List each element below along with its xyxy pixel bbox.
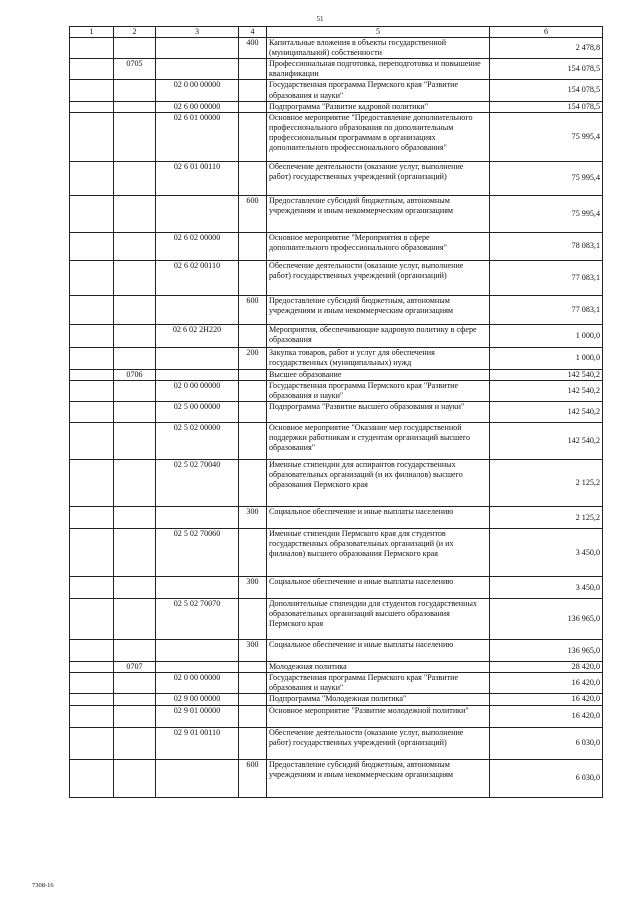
cell-target-article <box>156 195 239 232</box>
cell-col1 <box>70 38 114 59</box>
cell-section-code <box>114 195 156 232</box>
cell-section-code <box>114 347 156 369</box>
cell-amount: 3 450,0 <box>490 577 603 599</box>
cell-amount: 75 995,4 <box>490 112 603 161</box>
cell-name: Мероприятия, обеспечивающие кадровую политику в сфере образования <box>267 324 490 347</box>
cell-section-code <box>114 599 156 640</box>
table-row <box>70 260 603 295</box>
cell-name: Основное мероприятие "Мероприятия в сфере дополнительного профессионального образования" <box>267 232 490 260</box>
cell-name: Обеспечение деятельности (оказание услуг, выполнение работ) государственных учреждений (организаций) <box>267 161 490 195</box>
cell-expense-type <box>239 161 267 195</box>
cell-target-article <box>156 640 239 662</box>
cell-col1 <box>70 759 114 797</box>
cell-name: Социальное обеспечение и иные выплаты населению <box>267 507 490 529</box>
cell-target-article: 02 6 01 00000 <box>156 112 239 161</box>
cell-name: Именные стипендии для аспирантов государственных образовательных организаций (и их филиалов) высшего образования Пермского края <box>267 460 490 507</box>
cell-target-article <box>156 507 239 529</box>
cell-target-article: 02 9 01 00000 <box>156 705 239 727</box>
cell-expense-type: 600 <box>239 759 267 797</box>
table-row <box>70 705 603 727</box>
cell-target-article <box>156 662 239 673</box>
cell-target-article <box>156 347 239 369</box>
cell-name: Социальное обеспечение и иные выплаты населению <box>267 577 490 599</box>
col-header-3: 3 <box>156 27 239 38</box>
cell-section-code <box>114 380 156 401</box>
cell-col1 <box>70 694 114 705</box>
cell-col1 <box>70 101 114 112</box>
cell-amount: 154 078,5 <box>490 80 603 101</box>
cell-target-article: 02 6 00 00000 <box>156 101 239 112</box>
cell-expense-type: 600 <box>239 295 267 324</box>
cell-expense-type <box>239 112 267 161</box>
cell-target-article <box>156 38 239 59</box>
cell-section-code <box>114 232 156 260</box>
cell-amount: 16 420,0 <box>490 673 603 694</box>
cell-expense-type <box>239 727 267 759</box>
cell-section-code <box>114 577 156 599</box>
cell-name: Государственная программа Пермского края "Развитие образования и науки" <box>267 673 490 694</box>
col-header-4: 4 <box>239 27 267 38</box>
cell-target-article <box>156 369 239 380</box>
table-row <box>70 460 603 507</box>
cell-expense-type: 300 <box>239 507 267 529</box>
cell-col1 <box>70 640 114 662</box>
table-row <box>70 347 603 369</box>
cell-target-article <box>156 59 239 80</box>
cell-col1 <box>70 260 114 295</box>
cell-expense-type <box>239 260 267 295</box>
cell-section-code <box>114 161 156 195</box>
cell-name: Социальное обеспечение и иные выплаты населению <box>267 640 490 662</box>
cell-target-article: 02 0 00 00000 <box>156 673 239 694</box>
table-row <box>70 423 603 460</box>
cell-amount: 77 083,1 <box>490 295 603 324</box>
cell-target-article: 02 5 02 70040 <box>156 460 239 507</box>
cell-expense-type <box>239 59 267 80</box>
table-row <box>70 599 603 640</box>
cell-name: Основное мероприятие "Оказание мер государственной поддержки работникам и студентам организаций высшего образования" <box>267 423 490 460</box>
cell-expense-type: 400 <box>239 38 267 59</box>
cell-expense-type <box>239 423 267 460</box>
cell-col1 <box>70 662 114 673</box>
cell-target-article <box>156 295 239 324</box>
cell-target-article: 02 6 02 00110 <box>156 260 239 295</box>
cell-expense-type <box>239 705 267 727</box>
cell-amount: 75 995,4 <box>490 161 603 195</box>
cell-name: Основное мероприятие "Предоставление дополнительного профессионального образования по дополнительным профессиональным программам в организациях дополнительного профессионального образования" <box>267 112 490 161</box>
table-row <box>70 232 603 260</box>
table-row <box>70 295 603 324</box>
cell-amount: 136 965,0 <box>490 599 603 640</box>
col-header-6: 6 <box>490 27 603 38</box>
cell-col1 <box>70 673 114 694</box>
cell-name: Именные стипендии Пермского края для студентов государственных образовательных организаций (и их филиалов) высшего образования Пермского края <box>267 529 490 577</box>
cell-col1 <box>70 59 114 80</box>
table-row <box>70 324 603 347</box>
table-row <box>70 640 603 662</box>
cell-col1 <box>70 324 114 347</box>
cell-target-article: 02 9 00 00000 <box>156 694 239 705</box>
cell-col1 <box>70 460 114 507</box>
cell-target-article: 02 6 02 00000 <box>156 232 239 260</box>
budget-table <box>69 26 603 798</box>
cell-col1 <box>70 529 114 577</box>
cell-expense-type <box>239 380 267 401</box>
cell-target-article: 02 5 00 00000 <box>156 402 239 423</box>
cell-target-article: 02 5 02 00000 <box>156 423 239 460</box>
cell-name: Основное мероприятие "Развитие молодежной политики" <box>267 705 490 727</box>
cell-amount: 16 420,0 <box>490 705 603 727</box>
cell-name: Государственная программа Пермского края "Развитие образования и науки" <box>267 380 490 401</box>
cell-expense-type <box>239 324 267 347</box>
cell-target-article: 02 6 02 2Н220 <box>156 324 239 347</box>
cell-expense-type <box>239 599 267 640</box>
cell-name: Молодежная политика <box>267 662 490 673</box>
table-row <box>70 402 603 423</box>
cell-amount: 142 540,2 <box>490 423 603 460</box>
cell-name: Профессиональная подготовка, переподготовка и повышение квалификации <box>267 59 490 80</box>
table-row <box>70 112 603 161</box>
table-row <box>70 694 603 705</box>
cell-col1 <box>70 507 114 529</box>
cell-section-code <box>114 759 156 797</box>
cell-expense-type <box>239 80 267 101</box>
cell-section-code <box>114 673 156 694</box>
cell-amount: 75 995,4 <box>490 195 603 232</box>
table-row <box>70 673 603 694</box>
cell-expense-type: 600 <box>239 195 267 232</box>
cell-target-article <box>156 759 239 797</box>
cell-section-code <box>114 694 156 705</box>
footer-code: 7308-16 <box>32 882 54 889</box>
cell-section-code: 0707 <box>114 662 156 673</box>
cell-col1 <box>70 727 114 759</box>
cell-col1 <box>70 295 114 324</box>
cell-amount: 6 030,0 <box>490 727 603 759</box>
cell-section-code <box>114 80 156 101</box>
cell-name: Закупка товаров, работ и услуг для обеспечения государственных (муниципальных) нужд <box>267 347 490 369</box>
cell-section-code <box>114 324 156 347</box>
table-row <box>70 662 603 673</box>
cell-section-code <box>114 423 156 460</box>
cell-col1 <box>70 161 114 195</box>
cell-amount: 142 540,2 <box>490 369 603 380</box>
cell-target-article: 02 0 00 00000 <box>156 380 239 401</box>
cell-target-article: 02 5 02 70070 <box>156 599 239 640</box>
cell-amount: 1 000,0 <box>490 324 603 347</box>
cell-name: Высшее образование <box>267 369 490 380</box>
cell-amount: 78 083,1 <box>490 232 603 260</box>
table-row <box>70 529 603 577</box>
cell-name: Подпрограмма "Молодежная политика" <box>267 694 490 705</box>
cell-col1 <box>70 232 114 260</box>
cell-expense-type <box>239 101 267 112</box>
table-row <box>70 101 603 112</box>
cell-name: Предоставление субсидий бюджетным, автономным учреждениям и иным некоммерческим организациям <box>267 195 490 232</box>
page-number: 51 <box>316 15 324 23</box>
cell-target-article <box>156 577 239 599</box>
table-row <box>70 195 603 232</box>
cell-section-code <box>114 529 156 577</box>
cell-amount: 2 478,8 <box>490 38 603 59</box>
cell-section-code <box>114 260 156 295</box>
cell-name: Обеспечение деятельности (оказание услуг, выполнение работ) государственных учреждений (организаций) <box>267 727 490 759</box>
cell-expense-type <box>239 460 267 507</box>
cell-name: Предоставление субсидий бюджетным, автономным учреждениям и иным некоммерческим организациям <box>267 759 490 797</box>
cell-col1 <box>70 369 114 380</box>
table-row <box>70 161 603 195</box>
table-row <box>70 369 603 380</box>
cell-amount: 154 078,5 <box>490 59 603 80</box>
cell-amount: 28 420,0 <box>490 662 603 673</box>
cell-section-code <box>114 295 156 324</box>
cell-col1 <box>70 402 114 423</box>
cell-col1 <box>70 423 114 460</box>
cell-target-article: 02 5 02 70060 <box>156 529 239 577</box>
cell-col1 <box>70 705 114 727</box>
cell-name: Предоставление субсидий бюджетным, автономным учреждениям и иным некоммерческим организациям <box>267 295 490 324</box>
cell-section-code <box>114 507 156 529</box>
cell-amount: 2 125,2 <box>490 507 603 529</box>
col-header-2: 2 <box>114 27 156 38</box>
table-row <box>70 380 603 401</box>
table-row <box>70 507 603 529</box>
col-header-1: 1 <box>70 27 114 38</box>
cell-col1 <box>70 347 114 369</box>
cell-expense-type <box>239 694 267 705</box>
cell-expense-type <box>239 232 267 260</box>
cell-expense-type <box>239 529 267 577</box>
cell-amount: 3 450,0 <box>490 529 603 577</box>
cell-amount: 142 540,2 <box>490 402 603 423</box>
cell-name: Обеспечение деятельности (оказание услуг, выполнение работ) государственных учреждений (организаций) <box>267 260 490 295</box>
cell-name: Дополнительные стипендии для студентов государственных образовательных организаций высшего образования Пермского края <box>267 599 490 640</box>
cell-expense-type <box>239 369 267 380</box>
cell-expense-type <box>239 402 267 423</box>
cell-section-code <box>114 112 156 161</box>
table-row <box>70 80 603 101</box>
table-row <box>70 727 603 759</box>
cell-expense-type: 300 <box>239 577 267 599</box>
cell-section-code <box>114 705 156 727</box>
cell-amount: 77 083,1 <box>490 260 603 295</box>
column-number-header <box>70 27 603 38</box>
cell-section-code <box>114 101 156 112</box>
cell-section-code <box>114 640 156 662</box>
cell-col1 <box>70 80 114 101</box>
cell-expense-type: 300 <box>239 640 267 662</box>
col-header-5: 5 <box>267 27 490 38</box>
cell-target-article: 02 9 01 00110 <box>156 727 239 759</box>
cell-name: Капитальные вложения в объекты государственной (муниципальной) собственности <box>267 38 490 59</box>
cell-col1 <box>70 599 114 640</box>
cell-section-code <box>114 727 156 759</box>
cell-amount: 2 125,2 <box>490 460 603 507</box>
cell-section-code: 0705 <box>114 59 156 80</box>
cell-target-article: 02 6 01 00110 <box>156 161 239 195</box>
table-row <box>70 577 603 599</box>
cell-target-article: 02 0 00 00000 <box>156 80 239 101</box>
cell-amount: 6 030,0 <box>490 759 603 797</box>
cell-section-code <box>114 402 156 423</box>
cell-name: Государственная программа Пермского края "Развитие образования и науки" <box>267 80 490 101</box>
cell-amount: 154 078,5 <box>490 101 603 112</box>
cell-col1 <box>70 112 114 161</box>
table-row <box>70 759 603 797</box>
cell-amount: 136 965,0 <box>490 640 603 662</box>
cell-col1 <box>70 577 114 599</box>
cell-name: Подпрограмма "Развитие кадровой политики" <box>267 101 490 112</box>
cell-col1 <box>70 195 114 232</box>
table-row <box>70 38 603 59</box>
cell-section-code: 0706 <box>114 369 156 380</box>
cell-col1 <box>70 380 114 401</box>
cell-amount: 142 540,2 <box>490 380 603 401</box>
cell-expense-type <box>239 673 267 694</box>
cell-expense-type: 200 <box>239 347 267 369</box>
table-row <box>70 59 603 80</box>
cell-section-code <box>114 460 156 507</box>
cell-amount: 16 420,0 <box>490 694 603 705</box>
cell-section-code <box>114 38 156 59</box>
cell-expense-type <box>239 662 267 673</box>
cell-amount: 1 000,0 <box>490 347 603 369</box>
cell-name: Подпрограмма "Развитие высшего образования и науки" <box>267 402 490 423</box>
